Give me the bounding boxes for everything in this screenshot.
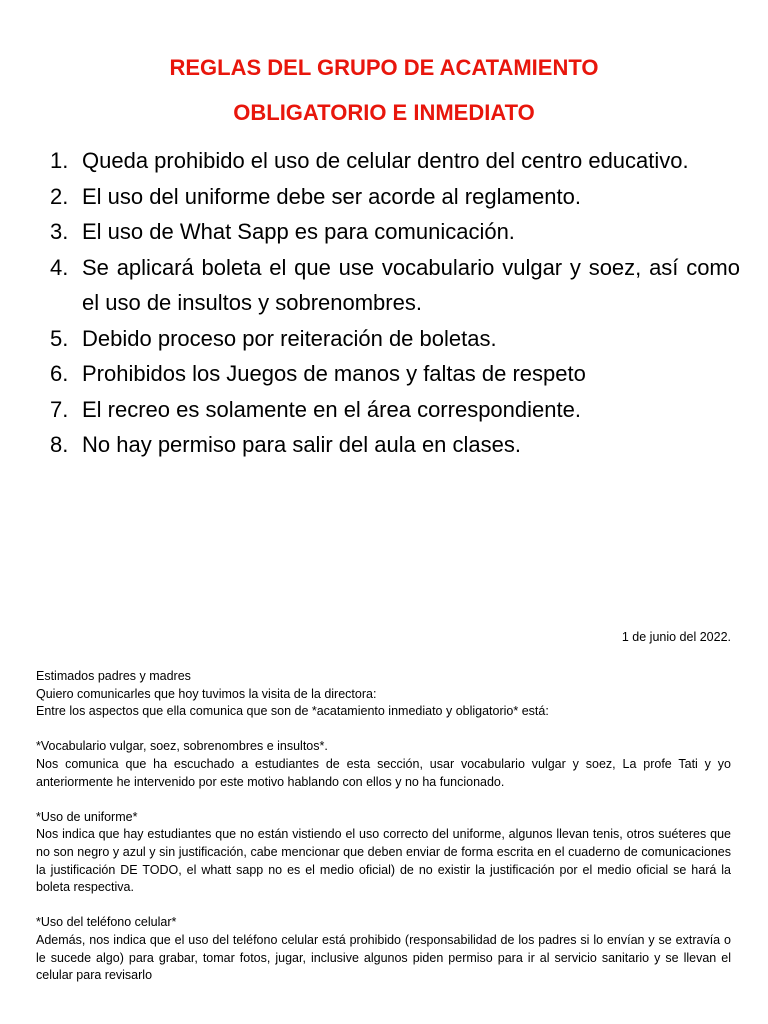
uniform-heading: *Uso de uniforme* bbox=[36, 809, 138, 824]
letter-greeting: Estimados padres y madres bbox=[36, 669, 191, 683]
paragraph-spacer bbox=[36, 721, 731, 739]
rule-item bbox=[50, 179, 740, 215]
rule-text: El uso del uniforme debe ser acorde al reglamento. bbox=[82, 183, 581, 209]
rule-text: El uso de What Sapp es para comunicación. bbox=[82, 219, 515, 244]
vocabulary-heading: *Vocabulario vulgar, soez, sobrenombres e insultos*. bbox=[36, 739, 328, 754]
letter-paragraph: Quiero comunicarles que hoy tuvimos la visita de la directora: bbox=[36, 686, 377, 701]
document-title-line-2: OBLIGATORIO E INMEDIATO bbox=[233, 100, 535, 125]
rule-item bbox=[50, 427, 740, 463]
letter-body bbox=[36, 668, 731, 985]
rule-text: Se aplicará boleta el que use vocabulario vulgar y soez, así como el uso de insultos y sobrenombres. bbox=[82, 254, 740, 315]
rule-number: 3. bbox=[50, 219, 69, 244]
rule-number: 8. bbox=[50, 432, 69, 457]
rule-text: El recreo es solamente en el área correspondiente. bbox=[82, 396, 581, 422]
rule-text: Queda prohibido el uso de celular dentro del centro educativo. bbox=[82, 148, 689, 173]
rule-number: 5. bbox=[50, 325, 69, 351]
rule-number: 2. bbox=[50, 183, 69, 209]
rule-item bbox=[50, 356, 740, 392]
rule-item bbox=[50, 392, 740, 428]
rule-number: 4. bbox=[50, 254, 69, 280]
rule-item bbox=[50, 143, 740, 179]
paragraph-spacer bbox=[36, 791, 731, 809]
rule-item bbox=[50, 250, 740, 321]
rule-number: 7. bbox=[50, 396, 69, 422]
rule-number: 1. bbox=[50, 148, 69, 173]
rule-item bbox=[50, 214, 740, 250]
rule-text: Debido proceso por reiteración de boletas. bbox=[82, 325, 497, 351]
letter-date: 1 de junio del 2022. bbox=[621, 630, 731, 644]
paragraph-spacer bbox=[36, 897, 731, 915]
rule-text: Prohibidos los Juegos de manos y faltas de respeto bbox=[82, 361, 586, 386]
phone-paragraph: Además, nos indica que el uso del teléfono celular está prohibido (responsabilidad de los padres si lo envían y se extravía o le sucede algo) para grabar, tomar fotos, jugar, inclusive algunos piden permiso para ir al servicio sanitario y se llevan el celular para revisarlo bbox=[36, 932, 731, 983]
rule-number: 6. bbox=[50, 361, 69, 386]
rule-text: No hay permiso para salir del aula en clases. bbox=[82, 432, 522, 457]
uniform-paragraph: Nos indica que hay estudiantes que no están vistiendo el uso correcto del uniforme, algunos llevan tenis, otros suéteres que no son negro y azul y sin justificación, cabe mencionar que deben enviar de forma escrita en el cuaderno de comunicaciones la justificación DE TODO, el whatt sapp no es el medio oficial) de no existir la justificación por el medio oficial se hará la boleta respectiva. bbox=[36, 827, 731, 895]
vocabulary-paragraph: Nos comunica que ha escuchado a estudiantes de esta sección, usar vocabulario vulgar y soez, La profe Tati y yo anteriormente he intervenido por este motivo hablando con ellos y no ha funcionado. bbox=[36, 756, 731, 789]
phone-heading: *Uso del teléfono celular* bbox=[36, 915, 177, 930]
letter-paragraph: Entre los aspectos que ella comunica que son de *acatamiento inmediato y obligatorio* está: bbox=[36, 704, 549, 719]
rules-list bbox=[50, 143, 740, 463]
document-title-line-1: REGLAS DEL GRUPO DE ACATAMIENTO bbox=[169, 55, 599, 80]
rule-item bbox=[50, 321, 740, 357]
